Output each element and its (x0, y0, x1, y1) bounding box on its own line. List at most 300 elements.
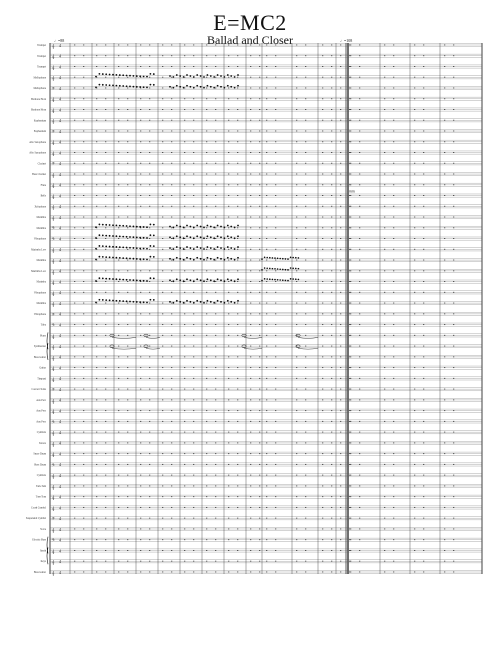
rest-mark (184, 528, 185, 529)
clef-icon: 𝄞 (52, 505, 55, 511)
rest-mark (237, 141, 238, 142)
note-head (146, 259, 148, 261)
rest-mark (250, 324, 251, 325)
rest-mark (393, 313, 394, 314)
note-head (105, 235, 107, 237)
time-signature: 4 (59, 365, 61, 371)
rest-mark (414, 572, 415, 573)
note-head (234, 248, 236, 250)
rest-mark (127, 313, 128, 314)
rest-mark (96, 270, 97, 271)
rest-mark (74, 98, 75, 99)
rest-mark (259, 378, 260, 379)
rest-mark (171, 152, 172, 153)
rest-mark (206, 421, 207, 422)
rest-mark (340, 539, 341, 540)
note-head (122, 74, 124, 76)
rest-mark (184, 432, 185, 433)
rest-mark (140, 539, 141, 540)
note-head (143, 86, 145, 88)
rest-mark (215, 120, 216, 121)
rest-mark (266, 313, 267, 314)
rest-mark (74, 88, 75, 89)
rest-mark (350, 260, 351, 261)
rest-mark (250, 163, 251, 164)
rest-mark (296, 528, 297, 529)
rest-mark (259, 281, 260, 282)
rest-mark (296, 346, 297, 347)
rest-mark (453, 141, 454, 142)
rest-mark (96, 421, 97, 422)
note-head (179, 75, 181, 77)
note-head (220, 86, 222, 88)
rest-mark (74, 572, 75, 573)
rest-mark (237, 281, 238, 282)
rest-mark (184, 109, 185, 110)
rest-mark (444, 346, 445, 347)
rest-mark (266, 270, 267, 271)
rest-mark (275, 324, 276, 325)
note-head (285, 269, 287, 271)
instrument-label: Tom-Tom (35, 495, 46, 499)
rest-mark (340, 518, 341, 519)
instrument-label: Vibraphone (33, 312, 46, 316)
rest-mark (162, 518, 163, 519)
rest-mark (350, 485, 351, 486)
instrument-label: Marimba (36, 226, 46, 230)
rest-mark (206, 249, 207, 250)
note-head (129, 247, 131, 249)
rest-mark (250, 260, 251, 261)
note-head (200, 86, 202, 88)
rest-mark (83, 518, 84, 519)
rest-mark (228, 356, 229, 357)
rest-mark (215, 292, 216, 293)
rest-mark (118, 281, 119, 282)
rest-mark (171, 335, 172, 336)
rest-mark (266, 66, 267, 67)
note-head (213, 227, 215, 229)
rest-mark (83, 421, 84, 422)
rest-mark (340, 195, 341, 196)
rest-mark (414, 163, 415, 164)
rest-mark (259, 410, 260, 411)
rest-mark (414, 475, 415, 476)
rest-mark (74, 453, 75, 454)
rest-mark (74, 152, 75, 153)
time-signature: 4 (59, 268, 61, 274)
rest-mark (423, 324, 424, 325)
rest-mark (250, 528, 251, 529)
clef-icon: 𝄢 (52, 323, 55, 329)
rest-mark (453, 98, 454, 99)
rest-mark (266, 356, 267, 357)
rest-mark (250, 88, 251, 89)
rest-mark (414, 378, 415, 379)
rest-mark (384, 475, 385, 476)
rest-mark (350, 174, 351, 175)
note-head (119, 85, 121, 87)
rest-mark (149, 442, 150, 443)
rest-mark (237, 217, 238, 218)
rest-mark (105, 131, 106, 132)
instrument-label: Synthesizer (33, 345, 46, 349)
time-signature: 4 (59, 322, 61, 328)
note-head (139, 301, 141, 303)
rest-mark (228, 98, 229, 99)
rest-mark (127, 389, 128, 390)
rest-mark (275, 475, 276, 476)
note-head (95, 248, 97, 250)
rest-mark (305, 120, 306, 121)
rest-mark (331, 174, 332, 175)
rest-mark (118, 335, 119, 336)
rest-mark (250, 292, 251, 293)
note-head (196, 225, 198, 227)
rest-mark (384, 77, 385, 78)
rest-mark (127, 195, 128, 196)
rest-mark (359, 324, 360, 325)
rest-mark (305, 485, 306, 486)
rest-mark (384, 539, 385, 540)
clef-icon: 𝄞 (52, 290, 55, 296)
rest-mark (140, 270, 141, 271)
rest-mark (96, 507, 97, 508)
note-head (95, 259, 97, 261)
rest-mark (96, 335, 97, 336)
rest-mark (83, 195, 84, 196)
rest-mark (453, 174, 454, 175)
rest-mark (118, 303, 119, 304)
rest-mark (118, 141, 119, 142)
rest-mark (340, 303, 341, 304)
clef-icon: 𝄢 (52, 312, 55, 318)
rest-mark (414, 152, 415, 153)
rest-mark (149, 98, 150, 99)
rest-mark (414, 389, 415, 390)
rest-mark (453, 163, 454, 164)
rest-mark (162, 260, 163, 261)
rest-mark (453, 313, 454, 314)
rest-mark (275, 270, 276, 271)
rest-mark (215, 432, 216, 433)
rest-mark (83, 227, 84, 228)
rest-mark (350, 141, 351, 142)
rest-mark (162, 249, 163, 250)
note-head (234, 87, 236, 89)
rest-mark (275, 356, 276, 357)
rest-mark (193, 152, 194, 153)
note-head (122, 279, 124, 281)
note-head (298, 257, 300, 259)
rest-mark (149, 206, 150, 207)
rest-mark (359, 217, 360, 218)
rest-mark (250, 249, 251, 250)
rest-mark (331, 432, 332, 433)
note-head (227, 235, 229, 237)
rest-mark (423, 518, 424, 519)
clef-icon: 𝄢 (52, 387, 55, 393)
tempo-mark: ♩=108 (340, 38, 353, 43)
rest-mark (384, 356, 385, 357)
rest-mark (96, 45, 97, 46)
rest-mark (127, 77, 128, 78)
rest-mark (296, 335, 297, 336)
note-head (139, 75, 141, 77)
rest-mark (266, 217, 267, 218)
rest-mark (340, 227, 341, 228)
rest-mark (149, 346, 150, 347)
rest-mark (384, 410, 385, 411)
rest-mark (305, 442, 306, 443)
rest-mark (105, 184, 106, 185)
note-head (227, 278, 229, 280)
rest-mark (184, 453, 185, 454)
note-head (186, 85, 188, 87)
rest-mark (305, 572, 306, 573)
note-head (109, 74, 111, 76)
rest-mark (193, 507, 194, 508)
time-signature: 4 (59, 257, 61, 263)
rest-mark (127, 249, 128, 250)
rest-mark (237, 421, 238, 422)
rest-mark (453, 518, 454, 519)
rest-mark (266, 98, 267, 99)
note-head (136, 280, 138, 282)
rest-mark (237, 55, 238, 56)
rest-mark (96, 120, 97, 121)
note-head (109, 278, 111, 280)
rest-mark (359, 227, 360, 228)
rest-mark (393, 206, 394, 207)
note-head (217, 278, 219, 280)
rest-mark (305, 217, 306, 218)
instrument-label: Mellophone (33, 87, 46, 91)
rest-mark (259, 163, 260, 164)
time-signature: 4 (59, 559, 61, 565)
note-head (200, 236, 202, 238)
clef-icon: 𝄞 (52, 258, 55, 264)
rest-mark (359, 367, 360, 368)
rest-mark (393, 518, 394, 519)
tempo-mark: ♩=88 (54, 38, 65, 43)
rest-mark (96, 206, 97, 207)
rest-mark (414, 335, 415, 336)
rest-mark (83, 98, 84, 99)
rest-mark (171, 174, 172, 175)
rest-mark (184, 98, 185, 99)
rest-mark (140, 453, 141, 454)
rest-mark (453, 227, 454, 228)
rest-mark (118, 260, 119, 261)
rest-mark (340, 356, 341, 357)
rest-mark (206, 184, 207, 185)
rest-mark (228, 496, 229, 497)
rest-mark (322, 281, 323, 282)
note-head (116, 246, 118, 248)
rest-mark (340, 496, 341, 497)
note-head (122, 225, 124, 227)
rest-mark (250, 432, 251, 433)
rest-mark (266, 77, 267, 78)
rest-mark (215, 66, 216, 67)
rest-mark (414, 109, 415, 110)
rest-mark (206, 260, 207, 261)
rest-mark (215, 335, 216, 336)
rest-mark (171, 518, 172, 519)
rest-mark (184, 184, 185, 185)
rest-mark (384, 367, 385, 368)
rest-mark (275, 421, 276, 422)
time-signature: 4 (59, 526, 61, 532)
rest-mark (149, 432, 150, 433)
rest-mark (305, 335, 306, 336)
score-subtitle: Ballad and Closer (207, 33, 293, 47)
rest-mark (237, 88, 238, 89)
rest-mark (296, 141, 297, 142)
rest-mark (266, 399, 267, 400)
rest-mark (215, 260, 216, 261)
rest-mark (414, 518, 415, 519)
rest-mark (237, 324, 238, 325)
rest-mark (423, 410, 424, 411)
rest-mark (206, 163, 207, 164)
rest-mark (296, 77, 297, 78)
rest-mark (359, 475, 360, 476)
rest-mark (444, 528, 445, 529)
note-head (217, 74, 219, 76)
note-head (193, 87, 195, 89)
rest-mark (215, 528, 216, 529)
rest-mark (193, 131, 194, 132)
note-head (220, 226, 222, 228)
rest-mark (193, 572, 194, 573)
rest-mark (228, 432, 229, 433)
rest-mark (423, 131, 424, 132)
rest-mark (259, 206, 260, 207)
note-head (173, 248, 175, 250)
rest-mark (444, 475, 445, 476)
rest-mark (305, 507, 306, 508)
note-head (99, 299, 101, 301)
rest-mark (296, 539, 297, 540)
rest-mark (384, 206, 385, 207)
note-head (230, 258, 232, 260)
rest-mark (259, 399, 260, 400)
rest-mark (206, 453, 207, 454)
rest-mark (118, 163, 119, 164)
rest-mark (384, 324, 385, 325)
rest-mark (453, 270, 454, 271)
rest-mark (322, 507, 323, 508)
time-signature: 4 (59, 451, 61, 457)
note-head (102, 299, 104, 301)
rest-mark (275, 399, 276, 400)
rest-mark (275, 163, 276, 164)
rest-mark (250, 421, 251, 422)
rest-mark (296, 464, 297, 465)
rest-mark (127, 98, 128, 99)
rest-mark (118, 131, 119, 132)
note-head (99, 84, 101, 86)
rest-mark (393, 152, 394, 153)
rest-mark (444, 485, 445, 486)
note-head (179, 258, 181, 260)
note-head (237, 278, 239, 280)
rest-mark (83, 442, 84, 443)
rest-mark (237, 249, 238, 250)
rest-mark (393, 389, 394, 390)
rest-mark (228, 184, 229, 185)
time-signature: 4 (59, 128, 61, 134)
rest-mark (228, 367, 229, 368)
rest-mark (359, 346, 360, 347)
rest-mark (275, 174, 276, 175)
note-head (136, 226, 138, 228)
rest-mark (83, 346, 84, 347)
rest-mark (184, 45, 185, 46)
rest-mark (444, 152, 445, 153)
rest-mark (275, 88, 276, 89)
rest-mark (423, 356, 424, 357)
rest-mark (331, 120, 332, 121)
rest-mark (359, 55, 360, 56)
rest-mark (118, 313, 119, 314)
rest-mark (423, 367, 424, 368)
rest-mark (118, 120, 119, 121)
rest-mark (322, 120, 323, 121)
note-head (133, 75, 135, 77)
rest-mark (414, 432, 415, 433)
rest-mark (74, 561, 75, 562)
note-head (169, 279, 171, 281)
rest-mark (105, 45, 106, 46)
rest-mark (340, 313, 341, 314)
note-head (139, 86, 141, 88)
rest-mark (331, 195, 332, 196)
rest-mark (305, 550, 306, 551)
rest-mark (384, 485, 385, 486)
note-head (129, 86, 131, 88)
rest-mark (250, 539, 251, 540)
rest-mark (228, 217, 229, 218)
rest-mark (305, 292, 306, 293)
rest-mark (275, 561, 276, 562)
rest-mark (140, 313, 141, 314)
rest-mark (206, 518, 207, 519)
rest-mark (331, 131, 332, 132)
rest-mark (322, 335, 323, 336)
rest-mark (74, 346, 75, 347)
rest-mark (305, 131, 306, 132)
rest-mark (171, 66, 172, 67)
rest-mark (149, 131, 150, 132)
rest-mark (127, 260, 128, 261)
note-head (230, 236, 232, 238)
rest-mark (74, 227, 75, 228)
note-head (261, 280, 263, 282)
rest-mark (296, 442, 297, 443)
rest-mark (83, 303, 84, 304)
rest-mark (228, 260, 229, 261)
rest-mark (340, 292, 341, 293)
rest-mark (149, 217, 150, 218)
rest-mark (215, 410, 216, 411)
rest-mark (423, 346, 424, 347)
rest-mark (296, 195, 297, 196)
rest-mark (74, 120, 75, 121)
clef-icon: 𝄞 (52, 97, 55, 103)
